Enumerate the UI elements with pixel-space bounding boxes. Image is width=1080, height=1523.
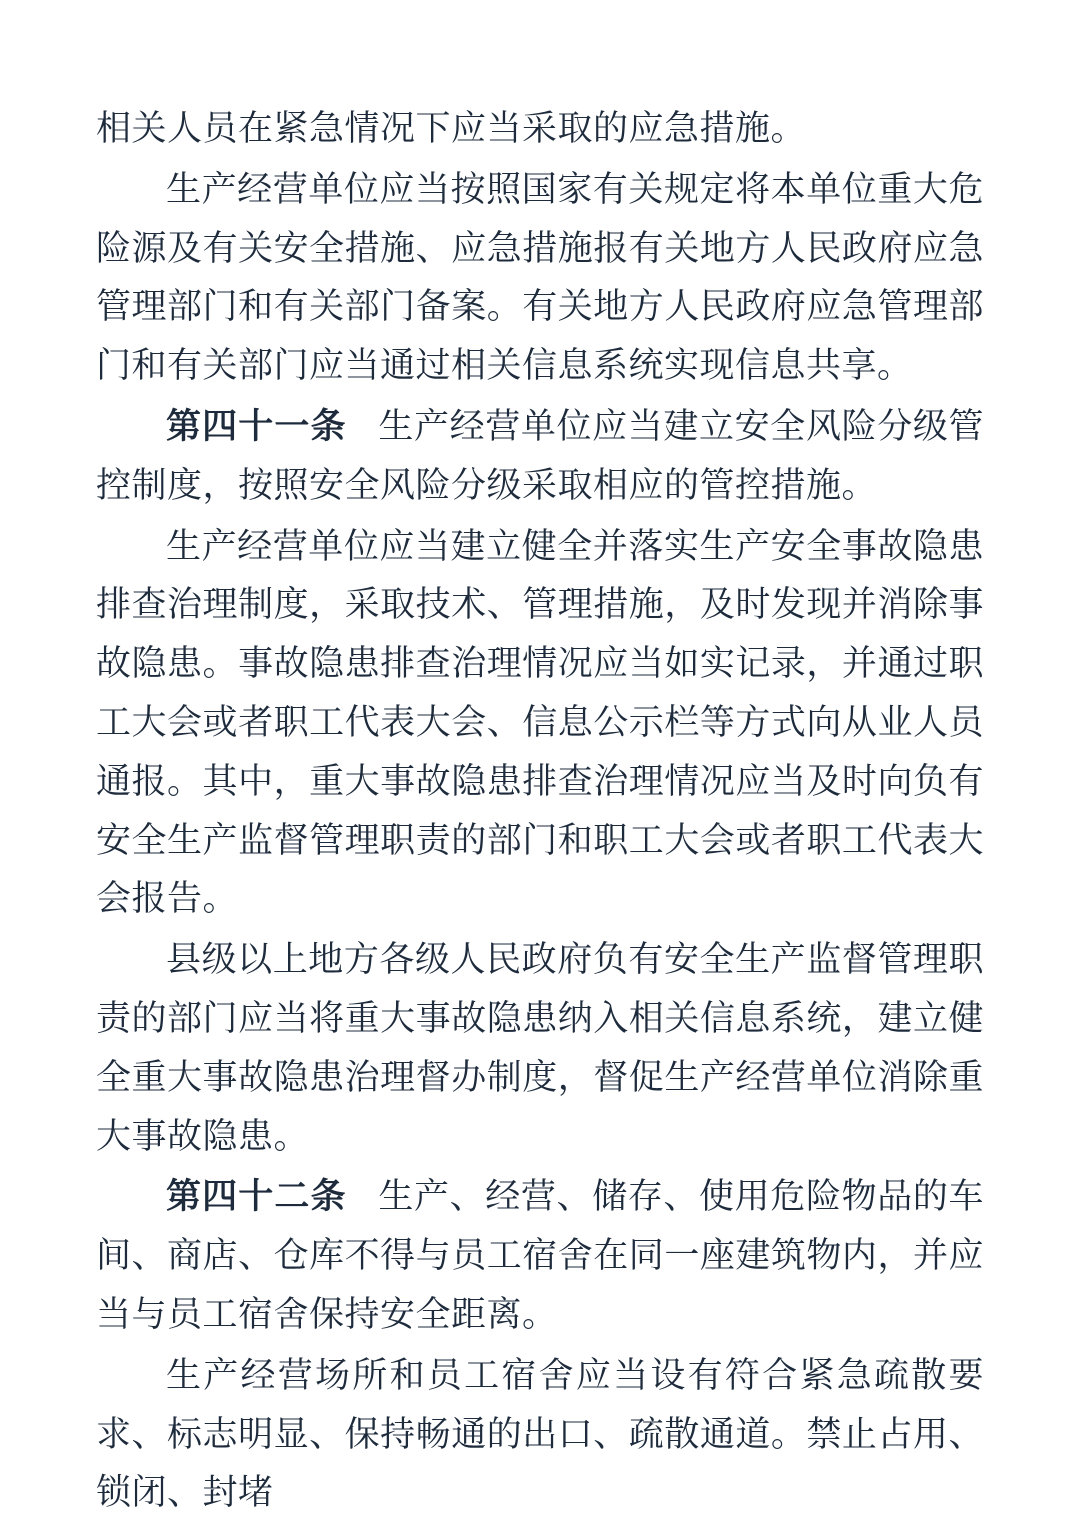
paragraph-text: 生产、经营、储存、使用危险物品的车间、商店、仓库不得与员工宿舍在同一座建筑物内，并应当与员工宿舍保持安全距离。 (96, 1177, 984, 1335)
document-body (96, 100, 984, 1523)
paragraph (96, 161, 984, 396)
paragraph-text: 相关人员在紧急情况下应当采取的应急措施。 (96, 109, 807, 149)
paragraph-text: 县级以上地方各级人民政府负有安全生产监督管理职责的部门应当将重大事故隐患纳入相关信息系统，建立健全重大事故隐患治理督办制度，督促生产经营单位消除重大事故隐患。 (96, 940, 984, 1157)
article-number: 第四十一条 (166, 405, 347, 447)
paragraph (96, 1347, 984, 1523)
paragraph-article-42 (96, 1168, 984, 1344)
paragraph-text: 生产经营单位应当建立安全风险分级管控制度，按照安全风险分级采取相应的管控措施。 (96, 406, 984, 506)
paragraph-text: 生产经营单位应当建立健全并落实生产安全事故隐患排查治理制度，采取技术、管理措施，及时发现并消除事故隐患。事故隐患排查治理情况应当如实记录，并通过职工大会或者职工代表大会、信息公示栏等方式向从业人员通报。其中，重大事故隐患排查治理情况应当及时向负有安全生产监督管理职责的部门和职工大会或者职工代表大会报告。 (96, 526, 984, 920)
paragraph (96, 931, 984, 1166)
paragraph-article-41 (96, 398, 984, 516)
paragraph-text: 生产经营单位应当按照国家有关规定将本单位重大危险源及有关安全措施、应急措施报有关地方人民政府应急管理部门和有关部门备案。有关地方人民政府应急管理部门和有关部门应当通过相关信息系统实现信息共享。 (96, 169, 984, 387)
paragraph (96, 518, 984, 930)
paragraph-text: 生产经营场所和员工宿舍应当设有符合紧急疏散要求、标志明显、保持畅通的出口、疏散通道。禁止占用、锁闭、封堵 (96, 1355, 984, 1514)
article-number: 第四十二条 (166, 1176, 347, 1218)
paragraph (96, 100, 984, 159)
